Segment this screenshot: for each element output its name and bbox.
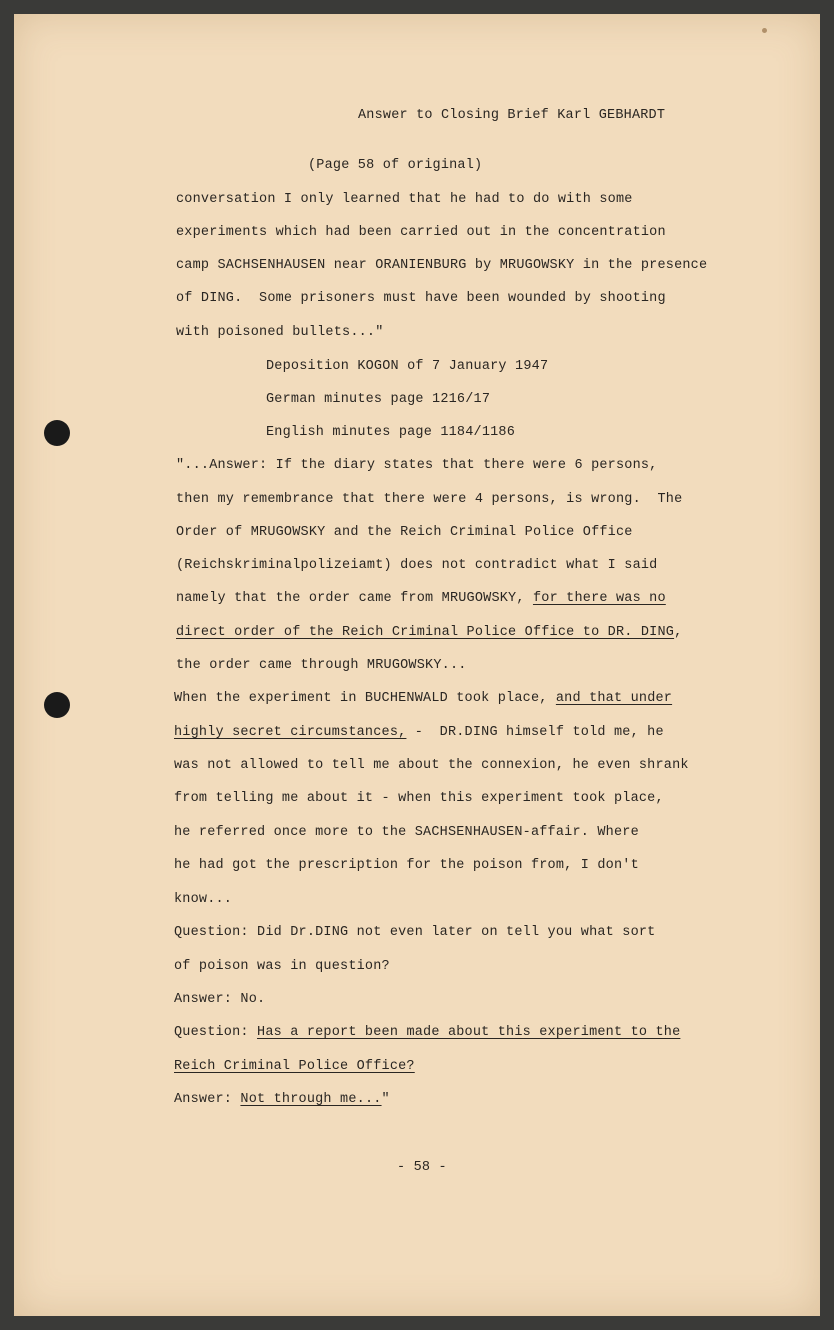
page-reference: (Page 58 of original) bbox=[308, 158, 483, 173]
text-segment: Question: bbox=[174, 1025, 258, 1040]
citation-line: English minutes page 1184/1186 bbox=[266, 425, 516, 440]
punch-hole-top bbox=[44, 420, 70, 446]
text-line: of poison was in question? bbox=[174, 959, 390, 974]
text-line: conversation I only learned that he had to do with some bbox=[176, 192, 633, 207]
text-segment: namely that the order came from MRUGOWSKY, bbox=[176, 591, 533, 606]
punch-hole-bottom bbox=[44, 692, 70, 718]
underlined-text: and that under bbox=[555, 691, 673, 706]
text-segment: - DR.DING himself told me, he bbox=[406, 725, 664, 740]
text-line bbox=[174, 1025, 680, 1040]
text-line bbox=[176, 625, 682, 640]
text-line: experiments which had been carried out in the concentration bbox=[176, 225, 666, 240]
text-line: know... bbox=[174, 892, 233, 907]
text-line: then my remembrance that there were 4 persons, is wrong. The bbox=[176, 492, 683, 507]
text-line: (Reichskriminalpolizeiamt) does not contradict what I said bbox=[176, 558, 658, 573]
text-line: Order of MRUGOWSKY and the Reich Criminal Police Office bbox=[176, 525, 633, 540]
text-line: the order came through MRUGOWSKY... bbox=[176, 658, 467, 673]
text-line: Question: Did Dr.DING not even later on tell you what sort bbox=[174, 925, 656, 940]
document-page bbox=[14, 14, 820, 1316]
text-segment: When the experiment in BUCHENWALD took place, bbox=[174, 691, 556, 706]
page-number: - 58 - bbox=[397, 1160, 447, 1175]
text-line: "...Answer: If the diary states that there were 6 persons, bbox=[176, 458, 658, 473]
underlined-text: for there was no bbox=[532, 591, 666, 606]
text-line: camp SACHSENHAUSEN near ORANIENBURG by MRUGOWSKY in the presence bbox=[176, 258, 708, 273]
citation-line: German minutes page 1216/17 bbox=[266, 392, 491, 407]
text-line: of DING. Some prisoners must have been wounded by shooting bbox=[176, 291, 666, 306]
text-segment: " bbox=[381, 1092, 390, 1107]
underlined-text: Not through me... bbox=[240, 1092, 382, 1107]
text-segment: Answer: bbox=[174, 1092, 241, 1107]
text-line: from telling me about it - when this experiment took place, bbox=[174, 791, 664, 806]
text-line: Reich Criminal Police Office? bbox=[174, 1059, 415, 1074]
header-title: Answer to Closing Brief Karl GEBHARDT bbox=[358, 108, 666, 123]
text-line bbox=[174, 725, 664, 740]
text-line bbox=[176, 591, 666, 606]
text-line: he had got the prescription for the poison from, I don't bbox=[174, 858, 639, 873]
text-line bbox=[174, 691, 672, 706]
underlined-text: highly secret circumstances, bbox=[174, 725, 407, 740]
citation-line: Deposition KOGON of 7 January 1947 bbox=[266, 359, 549, 374]
paper-spot bbox=[762, 28, 767, 33]
text-line: was not allowed to tell me about the connexion, he even shrank bbox=[174, 758, 689, 773]
underlined-text: direct order of the Reich Criminal Police Office to DR. DING bbox=[176, 625, 675, 640]
text-line: with poisoned bullets..." bbox=[176, 325, 384, 340]
text-line bbox=[174, 1092, 390, 1107]
underlined-text: Has a report been made about this experiment to the bbox=[257, 1025, 681, 1040]
text-line: he referred once more to the SACHSENHAUSEN-affair. Where bbox=[174, 825, 639, 840]
text-line: Answer: No. bbox=[174, 992, 266, 1007]
text-segment: , bbox=[674, 625, 683, 640]
